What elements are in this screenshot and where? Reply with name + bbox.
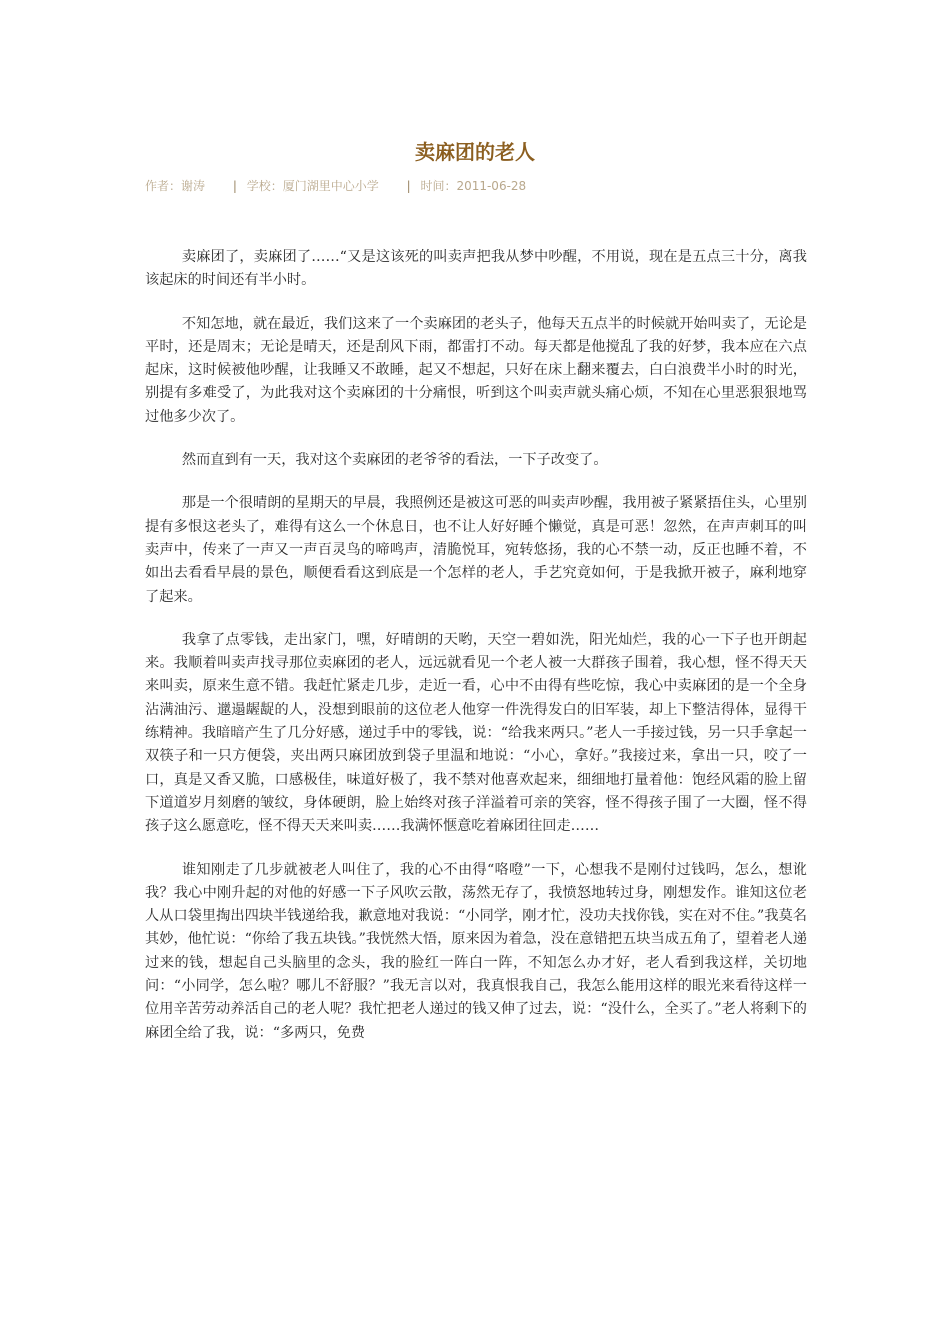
- article-meta: [145, 177, 526, 195]
- paragraph: 卖麻团了，卖麻团了……“又是这该死的叫卖声把我从梦中吵醒，不用说，现在是五点三十分，离我该起床的时间还有半小时。: [145, 249, 807, 289]
- author-info: 作者：谢涛: [145, 179, 206, 193]
- meta-separator: |: [406, 179, 411, 193]
- paragraph: 然而直到有一天，我对这个卖麻团的老爷爷的看法，一下子改变了。: [181, 452, 608, 469]
- paragraph: 谁知刚走了几步就被老人叫住了，我的心不由得“咯噔”一下，心想我不是刚付过钱吗，怎么，想讹我？我心中刚升起的对他的好感一下子风吹云散，荡然无存了，我愤怒地转过身，刚想发作。谁知这位老人从口袋里掏出四块半钱递给我，歉意地对我说：“小同学，刚才忙，没功夫找你钱，实在对不住。”我莫名其妙，他忙说：“你给了我五块钱。”我恍然大悟，原来因为着急，没在意错把五块当成五角了，望着老人递过来的钱，想起自己头脑里的念头，我的脸红一阵白一阵，不知怎么办才好，老人看到我这样，关切地问：“小同学，怎么啦？哪儿不舒服？”我无言以对，我真恨我自己，我怎么能用这样的眼光来看待这样一位用辛苦劳动养活自己的老人呢？我忙把老人递过的钱又伸了过去，说：“没什么，全买了。”老人将剩下的麻团全给了我，说：“多两只，免费: [145, 861, 807, 1041]
- paragraph: 不知怎地，就在最近，我们这来了一个卖麻团的老头子，他每天五点半的时候就开始叫卖了，无论是平时，还是周末；无论是晴天，还是刮风下雨，都雷打不动。每天都是他搅乱了我的好梦，我本应在六点起床，这时候被他吵醒，让我睡又不敢睡，起又不想起，只好在床上翻来覆去，白白浪费半小时的时光，别提有多难受了，为此我对这个卖麻团的十分痛恨，听到这个叫卖声就头痛心烦，不知在心里恶狠狠地骂过他多少次了。: [145, 315, 807, 425]
- meta-separator: |: [232, 179, 237, 193]
- paragraph: 我拿了点零钱，走出家门，嘿，好晴朗的天哟，天空一碧如洗，阳光灿烂，我的心一下子也开朗起来。我顺着叫卖声找寻那位卖麻团的老人，远远就看见一个老人被一大群孩子围着，我心想，怪不得天天来叫卖，原来生意不错。我赶忙紧走几步，走近一看，心中不由得有些吃惊，我心中卖麻团的是一个全身沾满油污、邋遢龌龊的人，没想到眼前的这位老人他穿一件洗得发白的旧军装，却上下整洁得体，显得干练精神。我暗暗产生了几分好感，递过手中的零钱，说：“给我来两只。”老人一手接过钱，另一只手拿起一双筷子和一只方便袋，夹出两只麻团放到袋子里温和地说：“小心，拿好。”我接过来，拿出一只，咬了一口，真是又香又脆，口感极佳，味道好极了，我不禁对他喜欢起来，细细地打量着他：饱经风霜的脸上留下道道岁月刻磨的皱纹，身体硬朗，脸上始终对孩子洋溢着可亲的笑容，怪不得孩子围了一大圈，怪不得孩子这么愿意吃，怪不得天天来叫卖……我满怀惬意吃着麻团往回走……: [145, 631, 807, 835]
- paragraph: 那是一个很晴朗的星期天的早晨，我照例还是被这可恶的叫卖声吵醒，我用被子紧紧捂住头，心里别提有多恨这老头了，难得有这么一个休息日，也不让人好好睡个懒觉，真是可恶！忽然，在声声刺耳的叫卖声中，传来了一声又一声百灵鸟的啼鸣声，清脆悦耳，宛转悠扬，我的心不禁一动，反正也睡不着，不如出去看看早晨的景色，顺便看看这到底是一个怎样的老人，手艺究竟如何，于是我掀开被子，麻利地穿了起来。: [145, 495, 807, 605]
- date-info: 时间：2011-06-28: [420, 179, 527, 193]
- article-title: 卖麻团的老人: [415, 140, 535, 164]
- article-body: [145, 246, 807, 1065]
- school-info: 学校：厦门湖里中心小学: [246, 179, 379, 193]
